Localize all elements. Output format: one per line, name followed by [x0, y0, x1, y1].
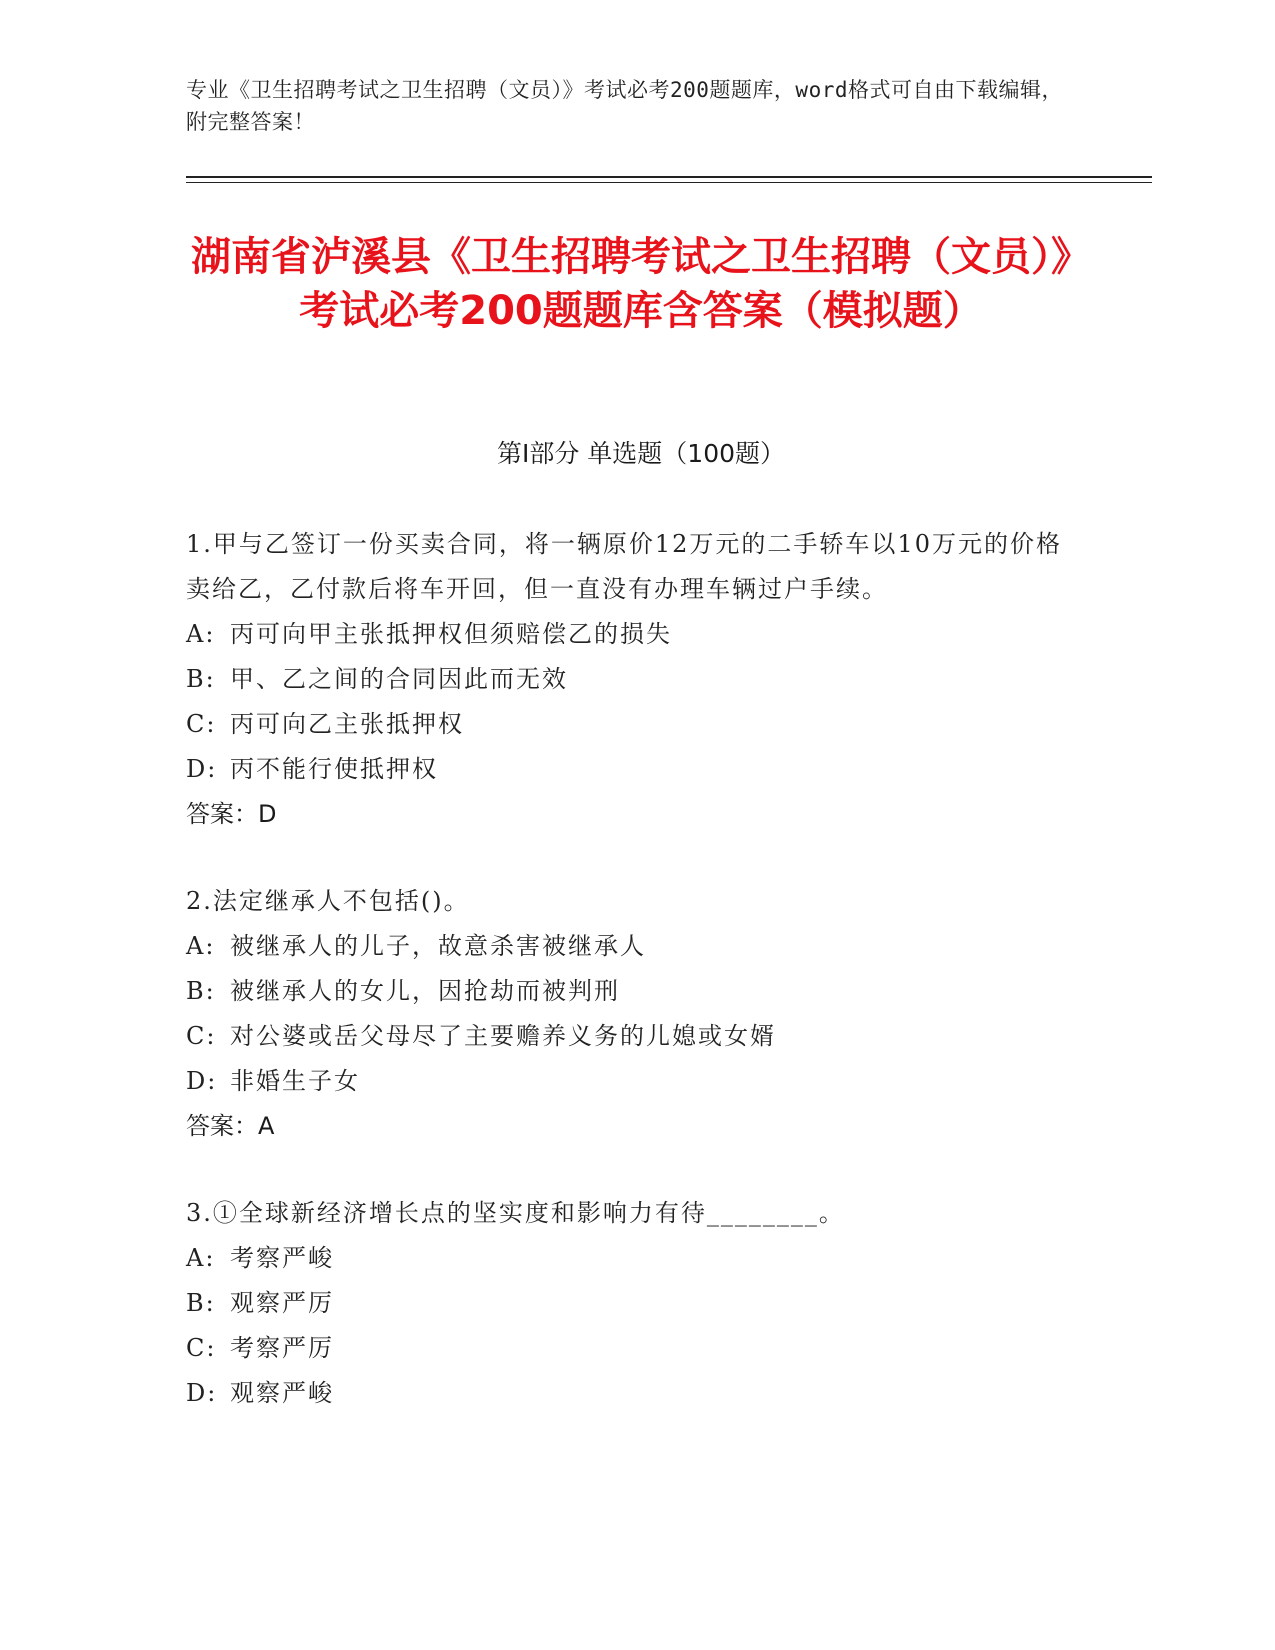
- option-letter: C:: [186, 1334, 217, 1362]
- option-letter: A:: [186, 620, 216, 648]
- option-letter: D:: [186, 1067, 218, 1095]
- header-note: 专业《卫生招聘考试之卫生招聘（文员）》考试必考200题题库，word格式可自由下载编辑，附完整答案！: [186, 78, 1063, 134]
- question-text: 2.法定继承人不包括()。: [186, 887, 470, 915]
- option-text: 丙不能行使抵押权: [230, 755, 438, 783]
- option-text: 考察严峻: [230, 1244, 334, 1272]
- option-text: 甲、乙之间的合同因此而无效: [230, 665, 568, 693]
- question-2: [186, 879, 1066, 1149]
- option-text: 观察严厉: [230, 1289, 334, 1317]
- option-text: 考察严厉: [230, 1334, 334, 1362]
- question-3: [186, 1191, 1066, 1416]
- option-c: [186, 1326, 1066, 1371]
- answer-line: [186, 1104, 1066, 1149]
- option-text: 被继承人的儿子，故意杀害被继承人: [230, 932, 646, 960]
- option-text: 被继承人的女儿，因抢劫而被判刑: [230, 977, 620, 1005]
- option-text: 丙可向乙主张抵押权: [230, 710, 464, 738]
- header-rule-thick: [186, 176, 1152, 178]
- option-text: 丙可向甲主张抵押权但须赔偿乙的损失: [230, 620, 672, 648]
- answer-line: [186, 792, 1066, 837]
- option-letter: B:: [186, 977, 216, 1005]
- header-rule-thin: [186, 182, 1152, 183]
- question-text: 1.甲与乙签订一份买卖合同，将一辆原价12万元的二手轿车以10万元的价格卖给乙，乙付款后将车开回，但一直没有办理车辆过户手续。: [186, 530, 1062, 603]
- option-text: 对公婆或岳父母尽了主要赡养义务的儿媳或女婿: [230, 1022, 776, 1050]
- answer-label: 答案：: [186, 1112, 258, 1140]
- option-letter: D:: [186, 755, 218, 783]
- option-text: 非婚生子女: [230, 1067, 360, 1095]
- question-list: [186, 522, 1066, 1458]
- option-d: [186, 1371, 1066, 1416]
- option-letter: B:: [186, 665, 216, 693]
- section-title: 第Ⅰ部分 单选题（100题）: [496, 439, 786, 468]
- answer-value: D: [258, 800, 277, 828]
- answer-label: 答案：: [186, 800, 258, 828]
- option-letter: C:: [186, 1022, 217, 1050]
- option-c: [186, 702, 1066, 747]
- answer-value: A: [258, 1112, 275, 1140]
- option-d: [186, 1059, 1066, 1104]
- option-b: [186, 969, 1066, 1014]
- option-b: [186, 1281, 1066, 1326]
- option-letter: A:: [186, 1244, 216, 1272]
- option-a: [186, 924, 1066, 969]
- question-1: [186, 522, 1066, 837]
- option-c: [186, 1014, 1066, 1059]
- option-b: [186, 657, 1066, 702]
- option-a: [186, 1236, 1066, 1281]
- option-letter: D:: [186, 1379, 218, 1407]
- option-d: [186, 747, 1066, 792]
- option-letter: A:: [186, 932, 216, 960]
- option-letter: C:: [186, 710, 217, 738]
- option-a: [186, 612, 1066, 657]
- option-letter: B:: [186, 1289, 216, 1317]
- document-title: 湖南省泸溪县《卫生招聘考试之卫生招聘（文员）》考试必考200题题库含答案（模拟题）: [191, 234, 1091, 334]
- question-text: 3.①全球新经济增长点的坚实度和影响力有待________。: [186, 1199, 845, 1227]
- option-text: 观察严峻: [230, 1379, 334, 1407]
